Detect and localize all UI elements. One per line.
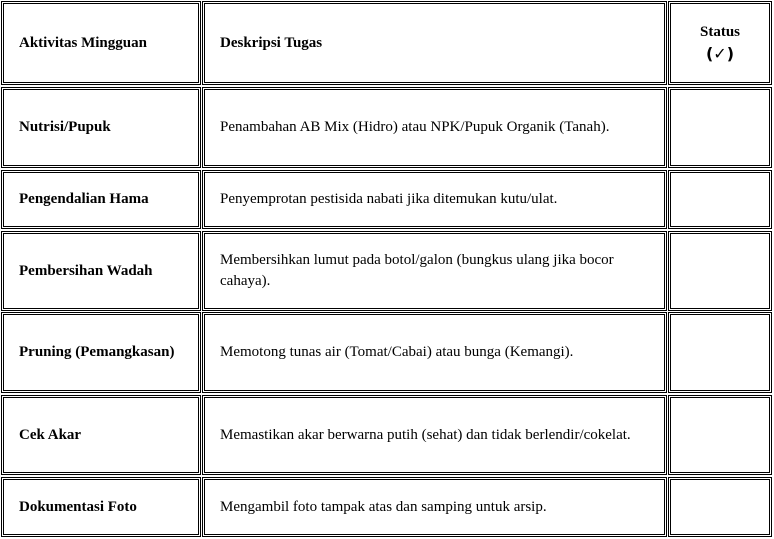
table-row-description	[204, 89, 665, 166]
header-description-label: Deskripsi Tugas	[220, 34, 323, 51]
description-text: Penyemprotan pestisida nabati jika ditemukan kutu/ulat.	[220, 191, 558, 207]
activity-label: Pengendalian Hama	[19, 191, 149, 207]
status-cell[interactable]	[670, 233, 770, 309]
description-text: Membersihkan lumut pada botol/galon (bungkus ulang jika bocor cahaya).	[220, 252, 614, 289]
activity-label: Cek Akar	[19, 426, 82, 443]
status-cell[interactable]	[670, 172, 770, 227]
header-status-label: Status	[699, 24, 740, 40]
table-row-description	[204, 233, 665, 309]
activity-label: Pembersihan Wadah	[19, 262, 153, 279]
table-row-activity	[3, 172, 199, 227]
table-row-activity	[3, 397, 199, 473]
activity-label: Dokumentasi Foto	[19, 498, 137, 515]
description-text: Penambahan AB Mix (Hidro) atau NPK/Pupuk Organik (Tanah).	[220, 119, 610, 135]
table-row-activity	[3, 479, 199, 535]
table-row-activity	[3, 314, 199, 391]
table-row-description	[204, 479, 665, 535]
checkmark-icon: (✓)	[705, 44, 735, 63]
description-text: Memastikan akar berwarna putih (sehat) dan tidak berlendir/cokelat.	[220, 426, 631, 443]
table-row-activity	[3, 233, 199, 309]
table-row-activity	[3, 89, 199, 166]
table-row-description	[204, 314, 665, 391]
header-activity	[3, 3, 199, 83]
status-cell[interactable]	[670, 89, 770, 166]
description-text: Memotong tunas air (Tomat/Cabai) atau bunga (Kemangi).	[220, 344, 574, 360]
table-row-description	[204, 172, 665, 227]
activity-label: Nutrisi/Pupuk	[19, 119, 111, 135]
activity-label: Pruning (Pemangkasan)	[19, 344, 175, 360]
header-description	[204, 3, 665, 83]
header-activity-label: Aktivitas Mingguan	[19, 34, 147, 51]
header-status	[670, 3, 770, 83]
status-cell[interactable]	[670, 479, 770, 535]
table-row-description	[204, 397, 665, 473]
status-cell[interactable]	[670, 314, 770, 391]
status-cell[interactable]	[670, 397, 770, 473]
description-text: Mengambil foto tampak atas dan samping untuk arsip.	[220, 498, 547, 515]
